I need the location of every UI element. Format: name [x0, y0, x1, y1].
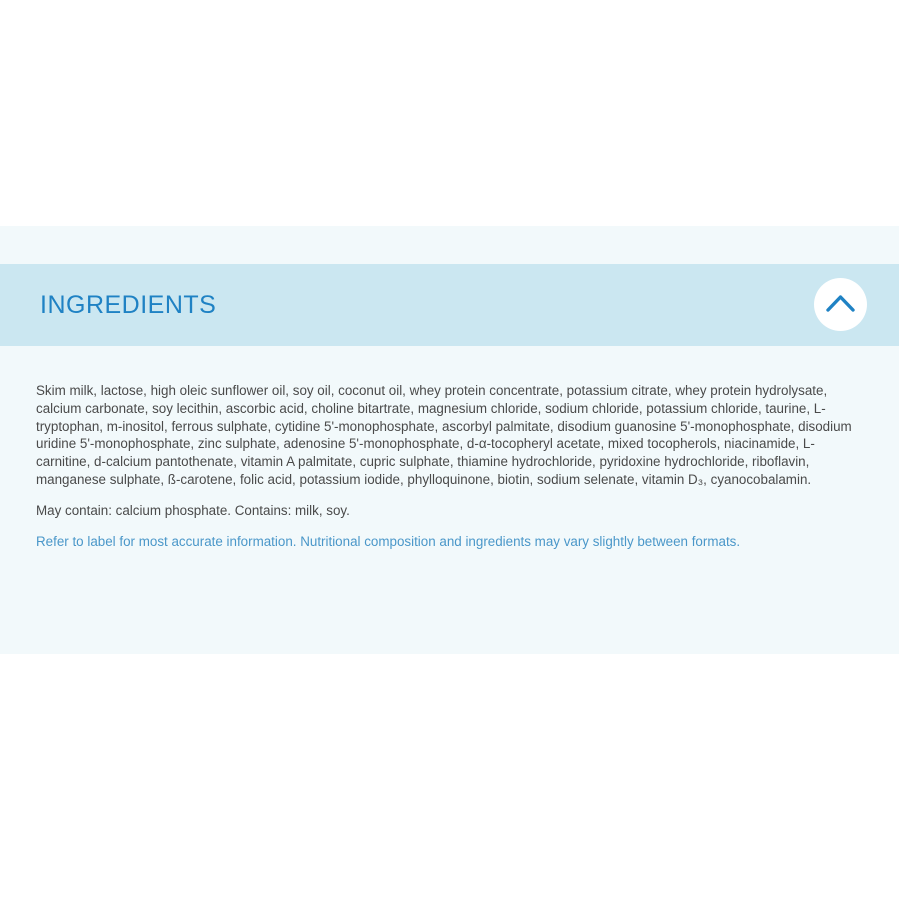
ingredients-list-text: Skim milk, lactose, high oleic sunflower oil, soy oil, coconut oil, whey protein concentrate, potassium citrate, whey protein hydrolysate, calcium carbonate, soy lecithin, ascorbic acid, choline bitartrate, magnesium chloride, sodium chloride, potassium chloride, taurine, L-tryptophan, m-inositol, ferrous sulphate, cytidine 5'-monophosphate, ascorbyl palmitate, disodium guanosine 5'-monophosphate, disodium uridine 5'-monophosphate, zinc sulphate, adenosine 5'-monophosphate, d-α-tocopheryl acetate, mixed tocopherols, niacinamide, L-carnitine, d-calcium pantothenate, vitamin A palmitate, cupric sulphate, thiamine hydrochloride, pyridoxine hydrochloride, riboflavin, manganese sulphate, ß-carotene, folic acid, potassium iodide, phylloquinone, biotin, sodium selenate, vitamin D₃, cyanocobalamin.: [36, 383, 852, 487]
label-disclaimer: Refer to label for most accurate information. Nutritional composition and ingredients may vary slightly between formats.: [36, 533, 741, 549]
ingredients-content: [36, 382, 866, 550]
collapse-toggle-button[interactable]: [814, 278, 867, 331]
chevron-up-icon: [826, 293, 855, 313]
section-title: INGREDIENTS: [40, 291, 217, 319]
allergen-statement: May contain: calcium phosphate. Contains: milk, soy.: [36, 502, 350, 518]
